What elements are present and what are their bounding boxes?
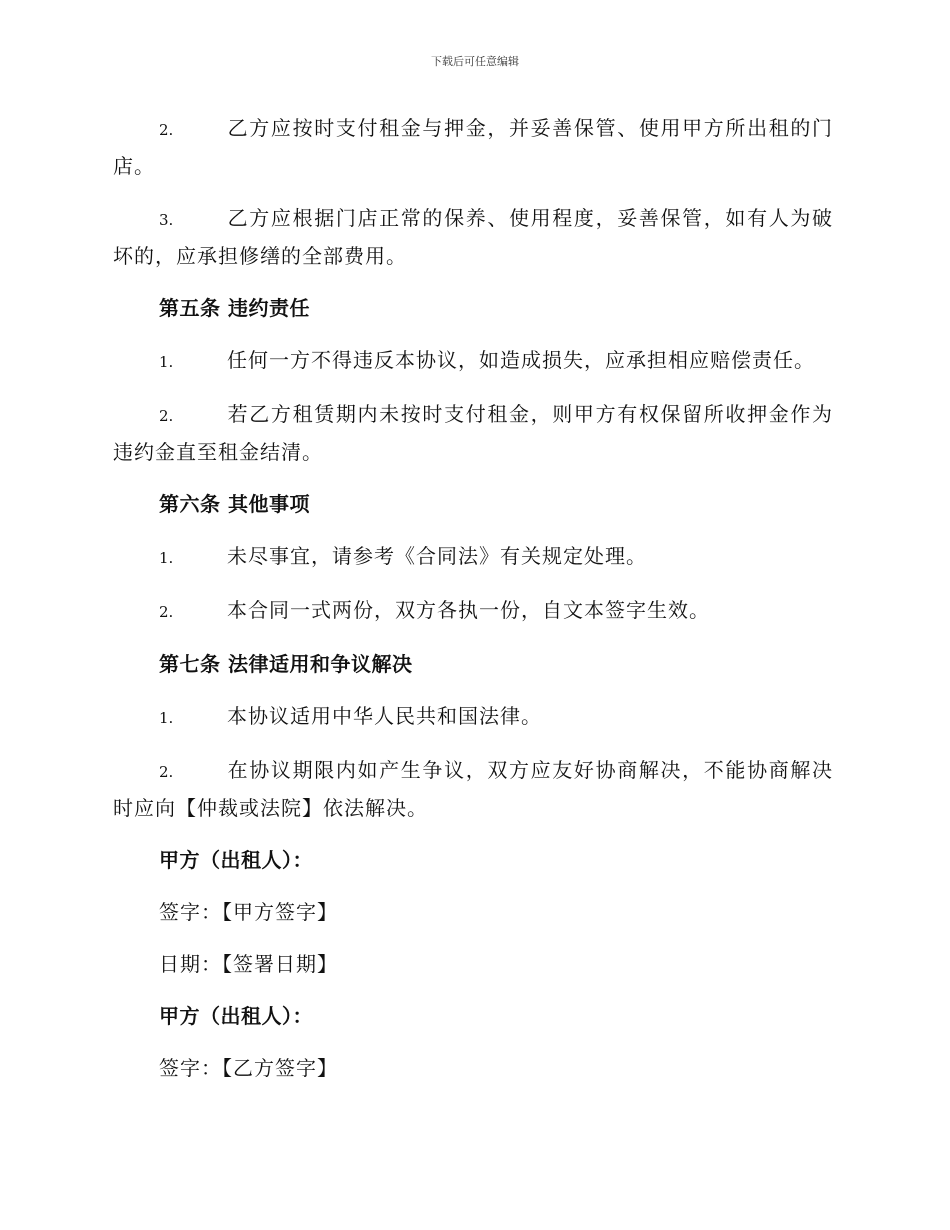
clause-item <box>113 752 833 826</box>
clause-text: 若乙方租赁期内未按时支付租金，则甲方有权保留所收押金作为违约金直至租金结清。 <box>113 402 833 464</box>
section-heading: 第五条 违约责任 <box>159 296 310 320</box>
clause-text: 在协议期限内如产生争议，双方应友好协商解决，不能协商解决时应向【仲裁或法院】依法解决。 <box>113 758 833 820</box>
clause-text: 本协议适用中华人民共和国法律。 <box>227 704 542 728</box>
clause-item <box>113 396 833 470</box>
clause-item <box>113 342 833 380</box>
party-a-label: 甲方（出租人）： <box>159 848 313 872</box>
clause-text: 未尽事宜，请参考《合同法》有关规定处理。 <box>227 544 647 568</box>
party-b-label: 甲方（出租人）： <box>159 1004 313 1028</box>
clause-item <box>113 538 833 576</box>
clause-number: 2. <box>159 121 174 139</box>
party-a-signature-line: 签字：【甲方签字】 <box>159 900 338 924</box>
clause-number: 2. <box>159 407 174 425</box>
clause-number: 2. <box>159 763 174 781</box>
clause-number: 1. <box>159 709 174 727</box>
clause-text: 本合同一式两份，双方各执一份，自文本签字生效。 <box>227 598 710 622</box>
clause-number: 2. <box>159 603 174 621</box>
clause-item <box>113 592 833 630</box>
clause-item <box>113 698 833 736</box>
clause-number: 1. <box>159 549 174 567</box>
clause-text: 乙方应根据门店正常的保养、使用程度，妥善保管，如有人为破坏的，应承担修缮的全部费用。 <box>113 206 833 268</box>
clause-number: 1. <box>159 353 174 371</box>
page-header-note: 下载后可任意编辑 <box>431 55 519 68</box>
clause-number: 3. <box>159 211 174 229</box>
clause-item <box>113 200 833 274</box>
document-body <box>113 110 833 1102</box>
section-heading: 第六条 其他事项 <box>159 492 310 516</box>
clause-text: 乙方应按时支付租金与押金，并妥善保管、使用甲方所出租的门店。 <box>113 116 833 178</box>
party-b-signature-line: 签字：【乙方签字】 <box>159 1056 338 1080</box>
clause-text: 任何一方不得违反本协议，如造成损失，应承担相应赔偿责任。 <box>227 348 815 372</box>
clause-item <box>113 110 833 184</box>
party-a-date-line: 日期：【签署日期】 <box>159 952 338 976</box>
section-heading: 第七条 法律适用和争议解决 <box>159 652 413 676</box>
